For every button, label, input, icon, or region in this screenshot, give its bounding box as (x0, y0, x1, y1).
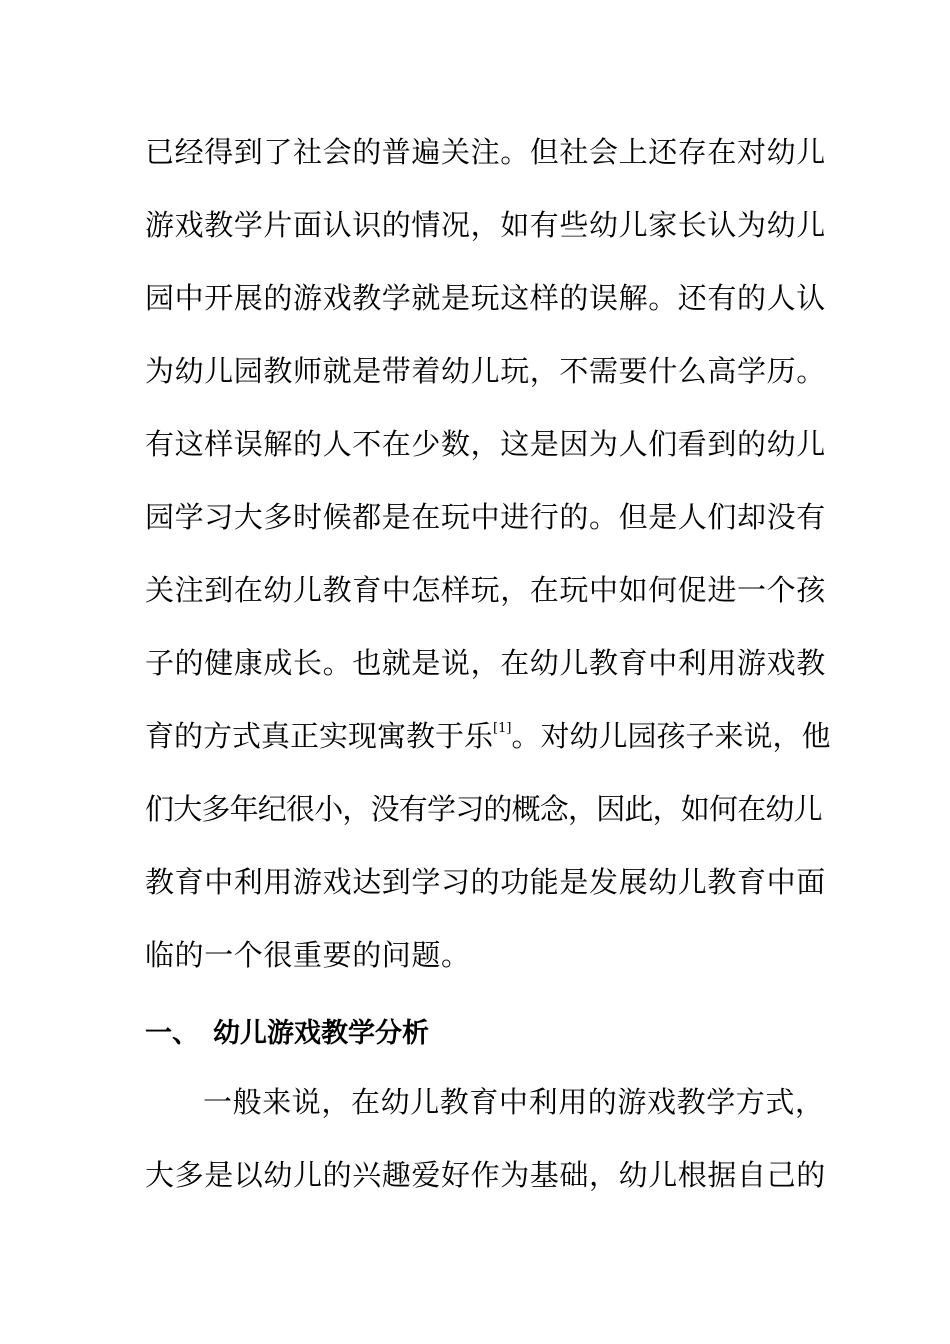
paragraph-line: 临的一个很重要的问题。 (145, 938, 471, 972)
paragraph-line: 有这样误解的人不在少数，这是因为人们看到的幼儿 (145, 427, 826, 461)
paragraph-line: 教育中利用游戏达到学习的功能是发展幼儿教育中面 (145, 865, 826, 899)
paragraph-line: 园中开展的游戏教学就是玩这样的误解。还有的人认 (145, 281, 826, 315)
citation-line-text-after: 。对幼儿园孩子来说，他 (511, 719, 831, 753)
paragraph-line: 园学习大多时候都是在玩中进行的。但是人们却没有 (145, 500, 826, 534)
paragraph-line: 一般来说，在幼儿教育中利用的游戏教学方式， (203, 1085, 825, 1119)
section-heading (145, 1016, 429, 1052)
paragraph-line: 关注到在幼儿教育中怎样玩，在玩中如何促进一个孩 (145, 573, 826, 607)
paragraph-line: 已经得到了社会的普遍关注。但社会上还存在对幼儿 (145, 135, 826, 169)
paragraph-line: 们大多年纪很小，没有学习的概念，因此，如何在幼儿 (145, 792, 822, 826)
paragraph-line: 子的健康成长。也就是说，在幼儿教育中利用游戏教 (145, 646, 826, 680)
citation-line-text-before: 育的方式真正实现寓教于乐 (145, 719, 494, 753)
section-heading-number: 一、 (145, 1018, 199, 1049)
paragraph-line: 为幼儿园教师就是带着幼儿玩，不需要什么高学历。 (145, 354, 826, 388)
paragraph-line: 游戏教学片面认识的情况，如有些幼儿家长认为幼儿 (145, 208, 826, 242)
paragraph-line-with-citation (145, 718, 831, 754)
section-heading-title: 幼儿游戏教学分析 (213, 1018, 429, 1049)
paragraph-line: 大多是以幼儿的兴趣爱好作为基础，幼儿根据自己的 (145, 1158, 826, 1192)
citation-reference[interactable]: [1] (493, 721, 512, 736)
